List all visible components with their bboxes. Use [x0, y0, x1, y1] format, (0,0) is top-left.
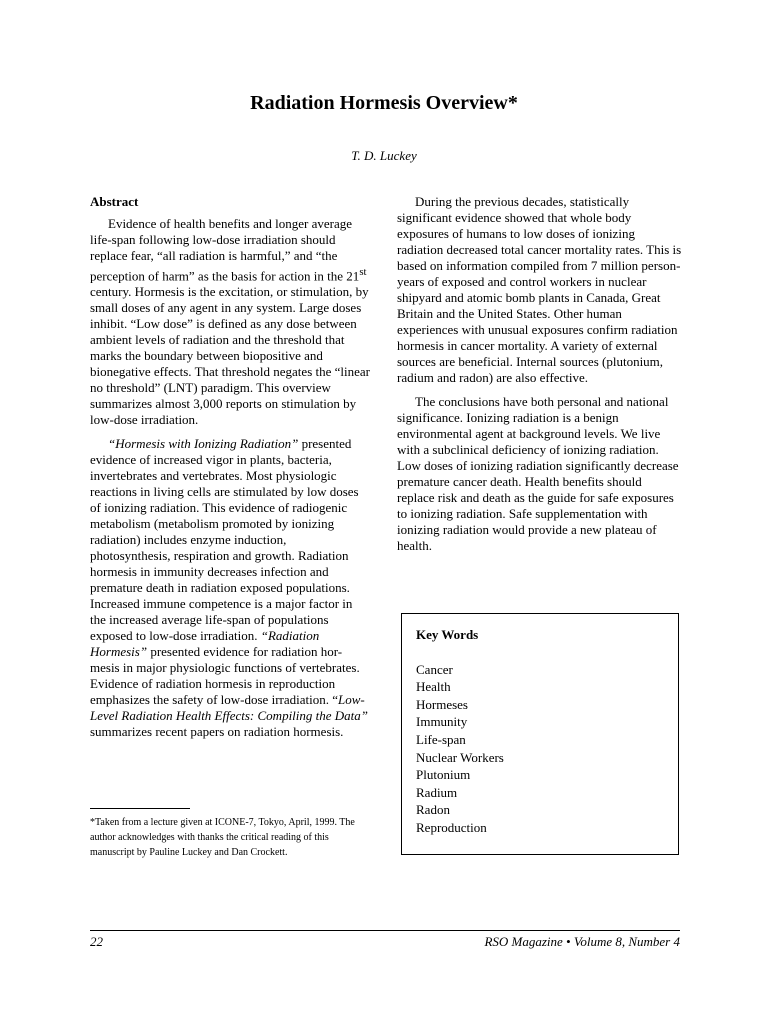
article-title: Radiation Hormesis Overview*: [250, 92, 518, 114]
keyword-item: Cancer: [416, 661, 453, 677]
keyword-item: Radium: [416, 784, 458, 800]
keyword-item: Radon: [416, 802, 450, 818]
abstract-p1-text-cont: century. Hormesis is the excitation, or stimulation, by small doses of any agent in any system. Large doses inhibit. “Low dose” is defined as any dose between ambient levels of radiation and the threshold that marks the boundary between biopositive and bionegative effects. That threshold negates the “linear no threshold” (LNT) paradigm. This overview summarizes almost 3,000 reports on stimulation by low-dose irradiation.: [90, 284, 370, 428]
keyword-item: Hormeses: [416, 696, 468, 712]
keywords-list: [416, 661, 664, 837]
page-number: 22: [90, 934, 103, 949]
footnote: *Taken from a lecture given at ICONE-7, Tokyo, April, 1999. The author acknowledges with thanks the critical reading of this manuscript by Pauline Luckey and Dan Crockett.: [90, 817, 355, 858]
abstract-p2-text: presented evidence of increased vigor in plants, bacteria, invertebrates and vertebrates. Most physiologic reactions in living cells are stimulated by low doses of ionizing radiation. This evidence of radiogenic metabolism (metabolism promoted by ionizing radiation) includes enzyme induction, photosynthesis, respiration and growth. Radiation hormesis in immunity decreases infection and premature death in radiation exposed populations. Increased immune competence is a major factor in the increased average life-span of populations exposed to low-dose irradiation.: [90, 436, 359, 644]
abstract-paragraph-1: [90, 216, 370, 428]
keyword-item: Life-span: [416, 731, 466, 747]
keyword-item: Nuclear Workers: [416, 749, 504, 765]
abstract-paragraph-3: During the previous decades, statistically significant evidence showed that whole body exposures of humans to low doses of ionizing radiation decreased total cancer mortality rates. This is based on information compiled from 7 million person-years of exposed and control workers in nuclear shipyard and atomic bomb plants in Canada, Great Britain and the United States. Other human experiences with unusual exposures confirm radiation hormesis in cancer mortality. A variety of external sources are beneficial. Internal sources (plutonium, radium and radon) are also effective.: [397, 194, 682, 385]
abstract-paragraph-4: The conclusions have both personal and national significance. Ionizing radiation is a benign environmental agent at background levels. We live with a subclinical deficiency of ionizing radiation. Low doses of ionizing radiation significantly decrease premature cancer death. Health benefits should replace risk and death as the guide for safe exposures to ionizing radiation. Safe supplementation with ionizing radiation would provide a new plateau of health.: [397, 394, 679, 553]
reference-title: “Radiation Hormesis”: [90, 628, 320, 660]
abstract-heading: Abstract: [90, 194, 139, 209]
keyword-item: Reproduction: [416, 819, 487, 835]
keyword-item: Immunity: [416, 714, 468, 730]
reference-title: “Hormesis with Ionizing Radiation”: [108, 436, 299, 452]
keyword-item: Health: [416, 679, 451, 695]
keywords-title: Key Words: [416, 627, 479, 642]
keyword-item: Plutonium: [416, 767, 471, 783]
abstract-p2-text: presented evidence for radiation hor-mesis in major physiologic functions of vertebrates. Evidence of radiation hormesis in reproduction emphasizes the safety of low-dose irradiation. “: [90, 644, 360, 708]
author-name: T. D. Luckey: [351, 148, 417, 163]
journal-citation: RSO Magazine • Volume 8, Number 4: [484, 934, 680, 949]
left-column: [90, 194, 370, 748]
right-column: [397, 194, 682, 562]
abstract-p1-text: Evidence of health benefits and longer average life-span following low-dose irradiation should replace fear, “all radiation is harmful,” and “the perception of harm” as the basis for action in the 21: [90, 216, 360, 284]
footnote-divider: [90, 808, 190, 809]
abstract-p2-text: summarizes recent papers on radiation hormesis.: [90, 724, 344, 740]
abstract-paragraph-2: [90, 436, 370, 740]
footer-divider: [90, 930, 680, 931]
ordinal-suffix: st: [359, 266, 367, 278]
reference-title: Low-Level Radiation Health Effects: Compiling the Data”: [90, 692, 369, 724]
keywords-box: [401, 613, 679, 855]
